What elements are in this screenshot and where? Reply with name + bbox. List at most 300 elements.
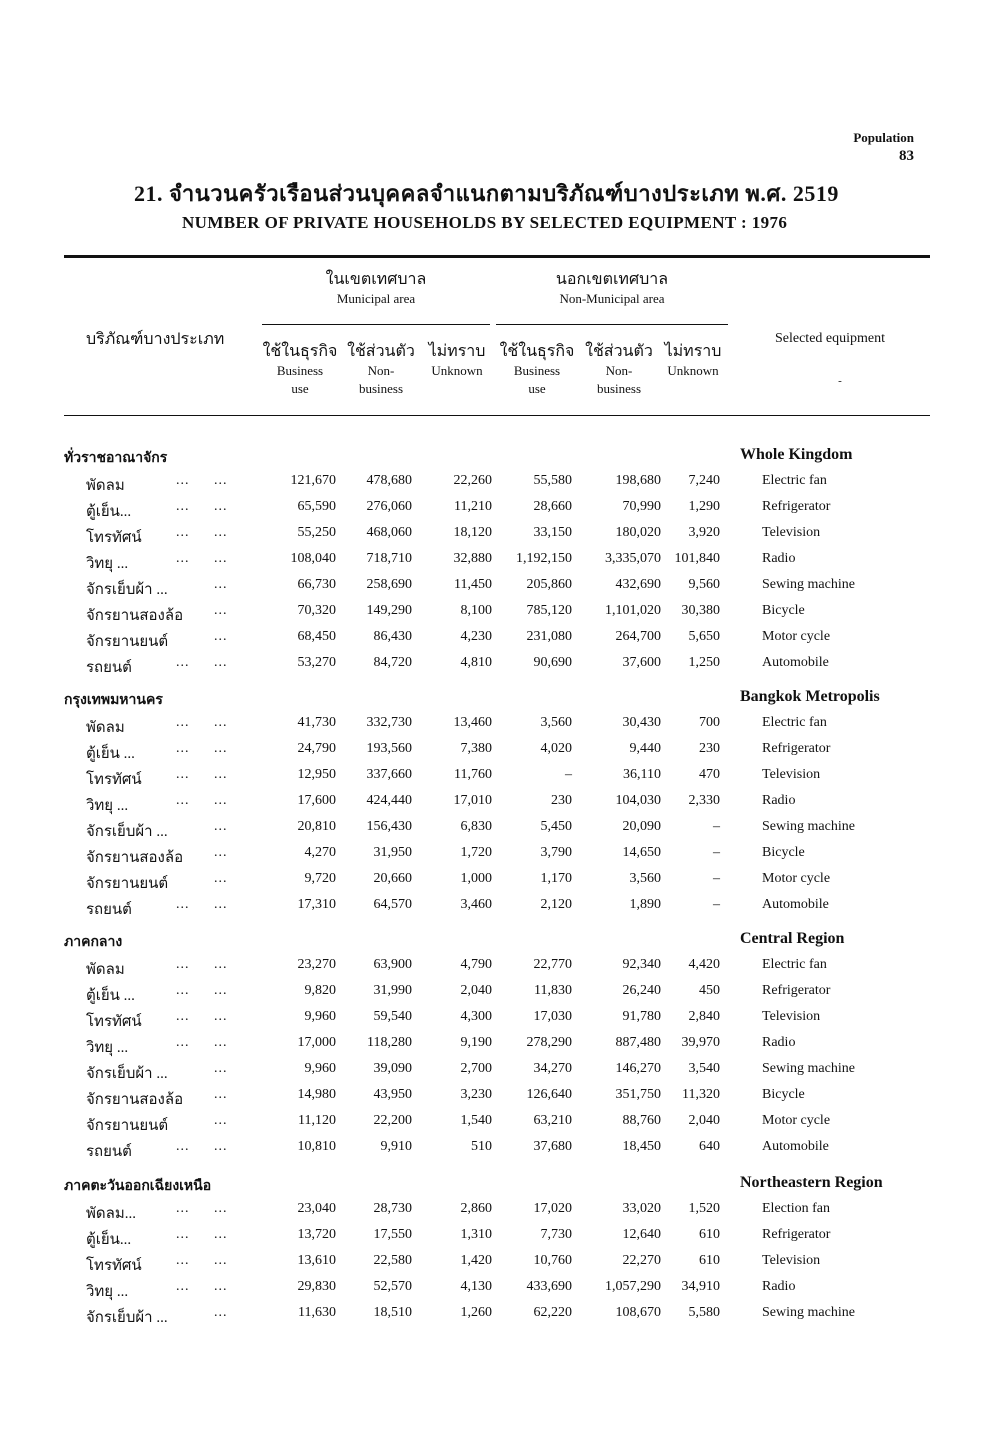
- table-row: [0, 1253, 990, 1279]
- equipment-label-thai: โทรทัศน์: [86, 1258, 142, 1274]
- value-nonmunicipal-nonbusiness: 18,450: [622, 1139, 661, 1154]
- table-row: [0, 871, 990, 897]
- equipment-label-english: Radio: [762, 1035, 796, 1050]
- leader-dots: ...: [176, 1035, 190, 1050]
- value-nonmunicipal-unknown: 450: [699, 983, 720, 998]
- column-header-thai: ใช้ในธุรกิจ: [262, 343, 338, 360]
- equipment-label-thai: จักรยานยนต์: [86, 1118, 169, 1134]
- value-nonmunicipal-unknown: 30,380: [681, 603, 720, 618]
- value-nonmunicipal-unknown: 3,920: [688, 525, 720, 540]
- equipment-label-thai: วิทยุ ...: [86, 798, 129, 814]
- column-header-english-1: Business: [276, 363, 324, 378]
- value-nonmunicipal-nonbusiness: 887,480: [615, 1035, 661, 1050]
- equipment-label-english: Electric fan: [762, 715, 827, 730]
- leader-dots: ...: [176, 1279, 190, 1294]
- table-row: [0, 1035, 990, 1061]
- column-header-thai: ใช้ในธุรกิจ: [499, 343, 575, 360]
- value-nonmunicipal-business: 3,560: [540, 715, 572, 730]
- value-municipal-unknown: 11,760: [454, 767, 492, 782]
- leader-dots: ...: [214, 603, 228, 618]
- value-nonmunicipal-business: 278,290: [526, 1035, 572, 1050]
- leader-dots: ...: [214, 793, 228, 808]
- leader-dots: ...: [214, 1253, 228, 1268]
- equipment-label-english: Radio: [762, 793, 796, 808]
- equipment-label-thai: ตู้เย็น ...: [86, 746, 135, 762]
- leader-dots: ...: [176, 1139, 190, 1154]
- value-nonmunicipal-unknown: 5,580: [688, 1305, 720, 1320]
- value-nonmunicipal-nonbusiness: 20,090: [622, 819, 661, 834]
- column-header-municipal-business: [258, 342, 342, 398]
- value-nonmunicipal-unknown: 1,520: [688, 1201, 720, 1216]
- value-municipal-unknown: 7,380: [460, 741, 492, 756]
- value-nonmunicipal-business: 17,020: [533, 1201, 572, 1216]
- value-municipal-unknown: 9,190: [460, 1035, 492, 1050]
- table-row: [0, 577, 990, 603]
- value-municipal-unknown: 32,880: [453, 551, 492, 566]
- value-nonmunicipal-unknown: 2,330: [688, 793, 720, 808]
- value-municipal-nonbusiness: 39,090: [373, 1061, 412, 1076]
- value-municipal-nonbusiness: 718,710: [366, 551, 412, 566]
- equipment-label-thai: โทรทัศน์: [86, 772, 142, 788]
- value-nonmunicipal-unknown: 3,540: [688, 1061, 720, 1076]
- value-municipal-unknown: 18,120: [453, 525, 492, 540]
- value-municipal-nonbusiness: 64,570: [373, 897, 412, 912]
- equipment-label-thai: จักรเย็บผ้า ...: [86, 582, 168, 598]
- leader-dots: ...: [176, 1227, 190, 1242]
- value-nonmunicipal-unknown: 470: [699, 767, 720, 782]
- value-nonmunicipal-business: 28,660: [533, 499, 572, 514]
- table-row: [0, 897, 990, 923]
- leader-dots: ...: [214, 1305, 228, 1320]
- value-municipal-nonbusiness: 17,550: [373, 1227, 412, 1242]
- municipal-area-header: [262, 270, 490, 308]
- value-nonmunicipal-business: 7,730: [540, 1227, 572, 1242]
- equipment-label-thai: จักรยานสองล้อ: [86, 1092, 184, 1108]
- equipment-label-english: Automobile: [762, 897, 829, 912]
- equipment-label-english: Refrigerator: [762, 499, 831, 514]
- table-row: [0, 767, 990, 793]
- equipment-label-english: Electric fan: [762, 473, 827, 488]
- value-municipal-business: 11,120: [298, 1113, 336, 1128]
- value-nonmunicipal-unknown: 1,250: [688, 655, 720, 670]
- value-municipal-nonbusiness: 332,730: [366, 715, 412, 730]
- value-nonmunicipal-nonbusiness: 264,700: [615, 629, 661, 644]
- value-nonmunicipal-business: 2,120: [540, 897, 572, 912]
- value-nonmunicipal-nonbusiness: 351,750: [615, 1087, 661, 1102]
- value-municipal-unknown: 4,810: [460, 655, 492, 670]
- value-municipal-business: 11,630: [298, 1305, 336, 1320]
- table-row: [0, 603, 990, 629]
- column-header-municipal-unknown: [420, 342, 494, 380]
- leader-dots: ...: [176, 983, 190, 998]
- value-nonmunicipal-unknown: 700: [699, 715, 720, 730]
- value-nonmunicipal-business: 62,220: [533, 1305, 572, 1320]
- equipment-label-english: Sewing machine: [762, 819, 855, 834]
- value-nonmunicipal-business: 55,580: [533, 473, 572, 488]
- value-municipal-nonbusiness: 424,440: [366, 793, 412, 808]
- leader-dots: ...: [214, 1061, 228, 1076]
- value-municipal-business: 4,270: [304, 845, 336, 860]
- value-municipal-nonbusiness: 31,950: [373, 845, 412, 860]
- value-nonmunicipal-business: 126,640: [526, 1087, 572, 1102]
- value-municipal-nonbusiness: 276,060: [366, 499, 412, 514]
- equipment-label-english: Motor cycle: [762, 629, 831, 644]
- table-row: [0, 1201, 990, 1227]
- equipment-label-thai: รถยนต์: [86, 1144, 132, 1160]
- value-nonmunicipal-business: 3,790: [540, 845, 572, 860]
- leader-dots: ...: [214, 897, 228, 912]
- value-nonmunicipal-unknown: 11,320: [682, 1087, 720, 1102]
- value-municipal-business: 17,000: [297, 1035, 336, 1050]
- equipment-label-thai: จักรเย็บผ้า ...: [86, 824, 168, 840]
- equipment-label-thai: พัดลม: [86, 478, 125, 494]
- value-municipal-business: 13,720: [297, 1227, 336, 1242]
- column-header-english-1: Business: [513, 363, 561, 378]
- leader-dots: ...: [176, 767, 190, 782]
- leader-dots: ...: [176, 715, 190, 730]
- value-nonmunicipal-unknown: 2,040: [688, 1113, 720, 1128]
- value-municipal-business: 65,590: [297, 499, 336, 514]
- table-row: [0, 845, 990, 871]
- value-municipal-unknown: 4,790: [460, 957, 492, 972]
- table-row: [0, 473, 990, 499]
- value-municipal-business: 53,270: [297, 655, 336, 670]
- leader-dots: ...: [214, 1227, 228, 1242]
- equipment-label-english: Automobile: [762, 1139, 829, 1154]
- equipment-label-english: Television: [762, 1009, 821, 1024]
- value-municipal-unknown: 4,300: [460, 1009, 492, 1024]
- equipment-label-english: Radio: [762, 1279, 796, 1294]
- equipment-label-english: Radio: [762, 551, 796, 566]
- value-municipal-unknown: 1,260: [460, 1305, 492, 1320]
- value-nonmunicipal-nonbusiness: 104,030: [615, 793, 661, 808]
- value-nonmunicipal-business: 11,830: [534, 983, 572, 998]
- equipment-label-thai: รถยนต์: [86, 902, 132, 918]
- value-municipal-nonbusiness: 43,950: [373, 1087, 412, 1102]
- section-heading-thai: กรุงเทพมหานคร: [64, 693, 163, 708]
- value-municipal-business: 14,980: [297, 1087, 336, 1102]
- value-municipal-nonbusiness: 84,720: [373, 655, 412, 670]
- value-nonmunicipal-business: 785,120: [526, 603, 572, 618]
- value-municipal-unknown: 4,230: [460, 629, 492, 644]
- value-nonmunicipal-nonbusiness: 22,270: [622, 1253, 661, 1268]
- equipment-label-english: Television: [762, 525, 821, 540]
- value-nonmunicipal-nonbusiness: 1,890: [629, 897, 661, 912]
- value-municipal-unknown: 11,450: [454, 577, 492, 592]
- value-municipal-nonbusiness: 9,910: [380, 1139, 412, 1154]
- nonmunicipal-area-english: Non-Municipal area: [559, 291, 665, 306]
- value-municipal-unknown: 2,040: [460, 983, 492, 998]
- value-municipal-business: 121,670: [290, 473, 336, 488]
- leader-dots: ...: [176, 551, 190, 566]
- value-nonmunicipal-unknown: 230: [699, 741, 720, 756]
- equipment-label-english: Television: [762, 767, 821, 782]
- leader-dots: ...: [214, 819, 228, 834]
- equipment-label-thai: จักรยานสองล้อ: [86, 850, 184, 866]
- value-municipal-business: 23,040: [297, 1201, 336, 1216]
- leader-dots: ...: [176, 897, 190, 912]
- leader-dots: ...: [176, 1201, 190, 1216]
- value-nonmunicipal-nonbusiness: 37,600: [622, 655, 661, 670]
- value-nonmunicipal-unknown: 2,840: [688, 1009, 720, 1024]
- value-municipal-business: 9,820: [304, 983, 336, 998]
- leader-dots: ...: [214, 655, 228, 670]
- leader-dots: ...: [214, 767, 228, 782]
- equipment-label-english: Sewing machine: [762, 1061, 855, 1076]
- equipment-label-english: Electric fan: [762, 957, 827, 972]
- value-municipal-unknown: 6,830: [460, 819, 492, 834]
- table-row: [0, 551, 990, 577]
- value-municipal-business: 41,730: [297, 715, 336, 730]
- value-nonmunicipal-unknown: 34,910: [681, 1279, 720, 1294]
- column-header-nonmunicipal-unknown: [656, 342, 730, 380]
- equipment-label-english: Bicycle: [762, 603, 805, 618]
- equipment-label-english: Bicycle: [762, 1087, 805, 1102]
- value-municipal-business: 9,720: [304, 871, 336, 886]
- equipment-label-english: Motor cycle: [762, 1113, 831, 1128]
- equipment-label-thai: รถยนต์: [86, 660, 132, 676]
- value-nonmunicipal-unknown: –: [713, 845, 720, 860]
- leader-dots: ...: [176, 957, 190, 972]
- value-nonmunicipal-nonbusiness: 108,670: [615, 1305, 661, 1320]
- value-municipal-business: 9,960: [304, 1061, 336, 1076]
- value-nonmunicipal-nonbusiness: 9,440: [629, 741, 661, 756]
- table-title-thai-text: จำนวนครัวเรือนส่วนบุคคลจำแนกตามบริภัณฑ์บางประเภท พ.ศ. 2519: [169, 181, 839, 206]
- value-nonmunicipal-unknown: 610: [699, 1227, 720, 1242]
- running-header-section: Population: [853, 130, 914, 145]
- equipment-label-thai: พัดลม...: [86, 1206, 136, 1222]
- value-nonmunicipal-nonbusiness: 1,057,290: [605, 1279, 661, 1294]
- leader-dots: ...: [214, 1035, 228, 1050]
- value-nonmunicipal-unknown: 1,290: [688, 499, 720, 514]
- equipment-label-english: Refrigerator: [762, 1227, 831, 1242]
- column-header-thai: ไม่ทราบ: [664, 343, 722, 360]
- value-nonmunicipal-business: 231,080: [526, 629, 572, 644]
- equipment-label-thai: ตู้เย็น ...: [86, 988, 135, 1004]
- equipment-label-thai: จักรเย็บผ้า ...: [86, 1066, 168, 1082]
- value-municipal-unknown: 1,420: [460, 1253, 492, 1268]
- value-nonmunicipal-nonbusiness: 14,650: [622, 845, 661, 860]
- value-nonmunicipal-nonbusiness: 146,270: [615, 1061, 661, 1076]
- equipment-label-thai: พัดลม: [86, 720, 125, 736]
- value-nonmunicipal-business: –: [565, 767, 572, 782]
- column-header-english-1: Unknown: [431, 363, 483, 378]
- item-header-thai: บริภัณฑ์บางประเภท: [86, 331, 225, 348]
- value-nonmunicipal-unknown: 610: [699, 1253, 720, 1268]
- leader-dots: ...: [214, 1139, 228, 1154]
- table-top-rule: [64, 255, 930, 258]
- table-row: [0, 499, 990, 525]
- value-municipal-nonbusiness: 118,280: [367, 1035, 412, 1050]
- equipment-label-thai: โทรทัศน์: [86, 530, 142, 546]
- value-nonmunicipal-nonbusiness: 88,760: [622, 1113, 661, 1128]
- leader-dots: ...: [176, 1253, 190, 1268]
- value-nonmunicipal-nonbusiness: 3,335,070: [605, 551, 661, 566]
- value-nonmunicipal-nonbusiness: 198,680: [615, 473, 661, 488]
- column-header-english-1: Non-: [605, 363, 633, 378]
- value-municipal-unknown: 1,540: [460, 1113, 492, 1128]
- value-municipal-nonbusiness: 258,690: [366, 577, 412, 592]
- value-municipal-nonbusiness: 52,570: [373, 1279, 412, 1294]
- value-nonmunicipal-nonbusiness: 3,560: [629, 871, 661, 886]
- value-municipal-nonbusiness: 337,660: [366, 767, 412, 782]
- table-title-thai: [134, 176, 894, 211]
- page-number: 83: [899, 148, 914, 164]
- table-row: [0, 957, 990, 983]
- value-municipal-nonbusiness: 20,660: [373, 871, 412, 886]
- value-nonmunicipal-business: 22,770: [533, 957, 572, 972]
- table-row: [0, 1113, 990, 1139]
- value-nonmunicipal-unknown: 5,650: [688, 629, 720, 644]
- value-municipal-nonbusiness: 18,510: [373, 1305, 412, 1320]
- table-title-english: NUMBER OF PRIVATE HOUSEHOLDS BY SELECTED EQUIPMENT : 1976: [182, 213, 788, 232]
- value-municipal-nonbusiness: 156,430: [366, 819, 412, 834]
- equipment-label-thai: จักรยานยนต์: [86, 876, 169, 892]
- value-nonmunicipal-business: 433,690: [526, 1279, 572, 1294]
- equipment-label-thai: โทรทัศน์: [86, 1014, 142, 1030]
- value-nonmunicipal-business: 63,210: [533, 1113, 572, 1128]
- leader-dots: ...: [176, 1009, 190, 1024]
- value-municipal-unknown: 3,230: [460, 1087, 492, 1102]
- value-nonmunicipal-unknown: 4,420: [688, 957, 720, 972]
- table-row: [0, 983, 990, 1009]
- equipment-label-english: Television: [762, 1253, 821, 1268]
- leader-dots: ...: [176, 473, 190, 488]
- value-nonmunicipal-business: 10,760: [533, 1253, 572, 1268]
- leader-dots: ...: [214, 957, 228, 972]
- equipment-label-english: Bicycle: [762, 845, 805, 860]
- value-municipal-nonbusiness: 22,580: [373, 1253, 412, 1268]
- value-municipal-nonbusiness: 31,990: [373, 983, 412, 998]
- leader-dots: ...: [214, 1279, 228, 1294]
- municipal-group-rule: [262, 324, 490, 325]
- value-municipal-nonbusiness: 28,730: [373, 1201, 412, 1216]
- column-header-english-2: use: [291, 381, 309, 396]
- column-header-thai: ไม่ทราบ: [428, 343, 486, 360]
- table-row: [0, 793, 990, 819]
- value-nonmunicipal-unknown: 39,970: [681, 1035, 720, 1050]
- column-header-english-2: business: [596, 381, 642, 396]
- table-row: [0, 1009, 990, 1035]
- value-nonmunicipal-nonbusiness: 26,240: [622, 983, 661, 998]
- table-row: [0, 655, 990, 681]
- table-row: [0, 1305, 990, 1331]
- column-header-thai: ใช้ส่วนตัว: [585, 343, 653, 360]
- section-heading-english: Whole Kingdom: [740, 446, 853, 463]
- table-row: [0, 715, 990, 741]
- value-municipal-unknown: 17,010: [453, 793, 492, 808]
- equipment-label-thai: วิทยุ ...: [86, 556, 129, 572]
- value-municipal-unknown: 11,210: [454, 499, 492, 514]
- value-municipal-unknown: 2,860: [460, 1201, 492, 1216]
- value-municipal-nonbusiness: 22,200: [373, 1113, 412, 1128]
- leader-dots: ...: [176, 499, 190, 514]
- leader-dots: ...: [214, 1201, 228, 1216]
- leader-dots: ...: [214, 499, 228, 514]
- value-municipal-unknown: 2,700: [460, 1061, 492, 1076]
- equipment-label-thai: วิทยุ ...: [86, 1040, 129, 1056]
- leader-dots: ...: [214, 741, 228, 756]
- equipment-label-thai: ตู้เย็น...: [86, 504, 132, 520]
- value-nonmunicipal-nonbusiness: 432,690: [615, 577, 661, 592]
- value-nonmunicipal-nonbusiness: 30,430: [622, 715, 661, 730]
- value-municipal-unknown: 8,100: [460, 603, 492, 618]
- table-number: 21.: [134, 181, 163, 206]
- value-municipal-business: 12,950: [297, 767, 336, 782]
- equipment-label-thai: จักรยานยนต์: [86, 634, 169, 650]
- item-header-english: Selected equipment: [774, 331, 886, 346]
- value-municipal-nonbusiness: 468,060: [366, 525, 412, 540]
- equipment-label-thai: จักรยานสองล้อ: [86, 608, 184, 624]
- value-nonmunicipal-nonbusiness: 70,990: [622, 499, 661, 514]
- value-municipal-business: 17,310: [297, 897, 336, 912]
- section-heading-english: Central Region: [740, 930, 845, 947]
- value-nonmunicipal-business: 17,030: [533, 1009, 572, 1024]
- value-nonmunicipal-business: 34,270: [533, 1061, 572, 1076]
- equipment-label-english: Sewing machine: [762, 577, 855, 592]
- leader-dots: ...: [214, 629, 228, 644]
- column-header-english-1: Unknown: [667, 363, 719, 378]
- value-municipal-nonbusiness: 193,560: [366, 741, 412, 756]
- value-nonmunicipal-business: 1,170: [540, 871, 572, 886]
- equipment-label-thai: วิทยุ ...: [86, 1284, 129, 1300]
- value-nonmunicipal-nonbusiness: 91,780: [622, 1009, 661, 1024]
- value-municipal-unknown: 13,460: [453, 715, 492, 730]
- value-nonmunicipal-unknown: –: [713, 871, 720, 886]
- value-municipal-business: 23,270: [297, 957, 336, 972]
- table-row: [0, 629, 990, 655]
- value-municipal-unknown: 3,460: [460, 897, 492, 912]
- nonmunicipal-area-header: [496, 270, 728, 308]
- equipment-label-english: Motor cycle: [762, 871, 831, 886]
- column-header-nonmunicipal-business: [494, 342, 580, 398]
- leader-dots: ...: [214, 473, 228, 488]
- column-header-nonmunicipal-nonbusiness: [580, 342, 658, 398]
- value-municipal-nonbusiness: 478,680: [366, 473, 412, 488]
- value-municipal-business: 24,790: [297, 741, 336, 756]
- value-municipal-business: 10,810: [297, 1139, 336, 1154]
- value-municipal-nonbusiness: 86,430: [373, 629, 412, 644]
- value-nonmunicipal-business: 90,690: [533, 655, 572, 670]
- leader-dots: ...: [214, 983, 228, 998]
- leader-dots: ...: [176, 525, 190, 540]
- leader-dots: ...: [214, 871, 228, 886]
- value-nonmunicipal-unknown: 9,560: [688, 577, 720, 592]
- value-nonmunicipal-nonbusiness: 1,101,020: [605, 603, 661, 618]
- table-row: [0, 819, 990, 845]
- item-header-mark: -: [838, 375, 842, 387]
- value-nonmunicipal-business: 205,860: [526, 577, 572, 592]
- value-nonmunicipal-unknown: 101,840: [674, 551, 720, 566]
- table-header-rule: [64, 415, 930, 416]
- table-row: [0, 1061, 990, 1087]
- value-nonmunicipal-unknown: –: [713, 897, 720, 912]
- equipment-label-english: Election fan: [762, 1201, 831, 1216]
- leader-dots: ...: [214, 715, 228, 730]
- value-municipal-business: 55,250: [297, 525, 336, 540]
- leader-dots: ...: [214, 845, 228, 860]
- leader-dots: ...: [214, 525, 228, 540]
- section-heading-english: Northeastern Region: [740, 1174, 883, 1191]
- equipment-label-english: Sewing machine: [762, 1305, 855, 1320]
- value-municipal-business: 29,830: [297, 1279, 336, 1294]
- value-nonmunicipal-unknown: –: [713, 819, 720, 834]
- value-municipal-nonbusiness: 149,290: [366, 603, 412, 618]
- value-nonmunicipal-unknown: 7,240: [688, 473, 720, 488]
- value-nonmunicipal-business: 4,020: [540, 741, 572, 756]
- value-municipal-nonbusiness: 59,540: [373, 1009, 412, 1024]
- value-nonmunicipal-nonbusiness: 36,110: [623, 767, 661, 782]
